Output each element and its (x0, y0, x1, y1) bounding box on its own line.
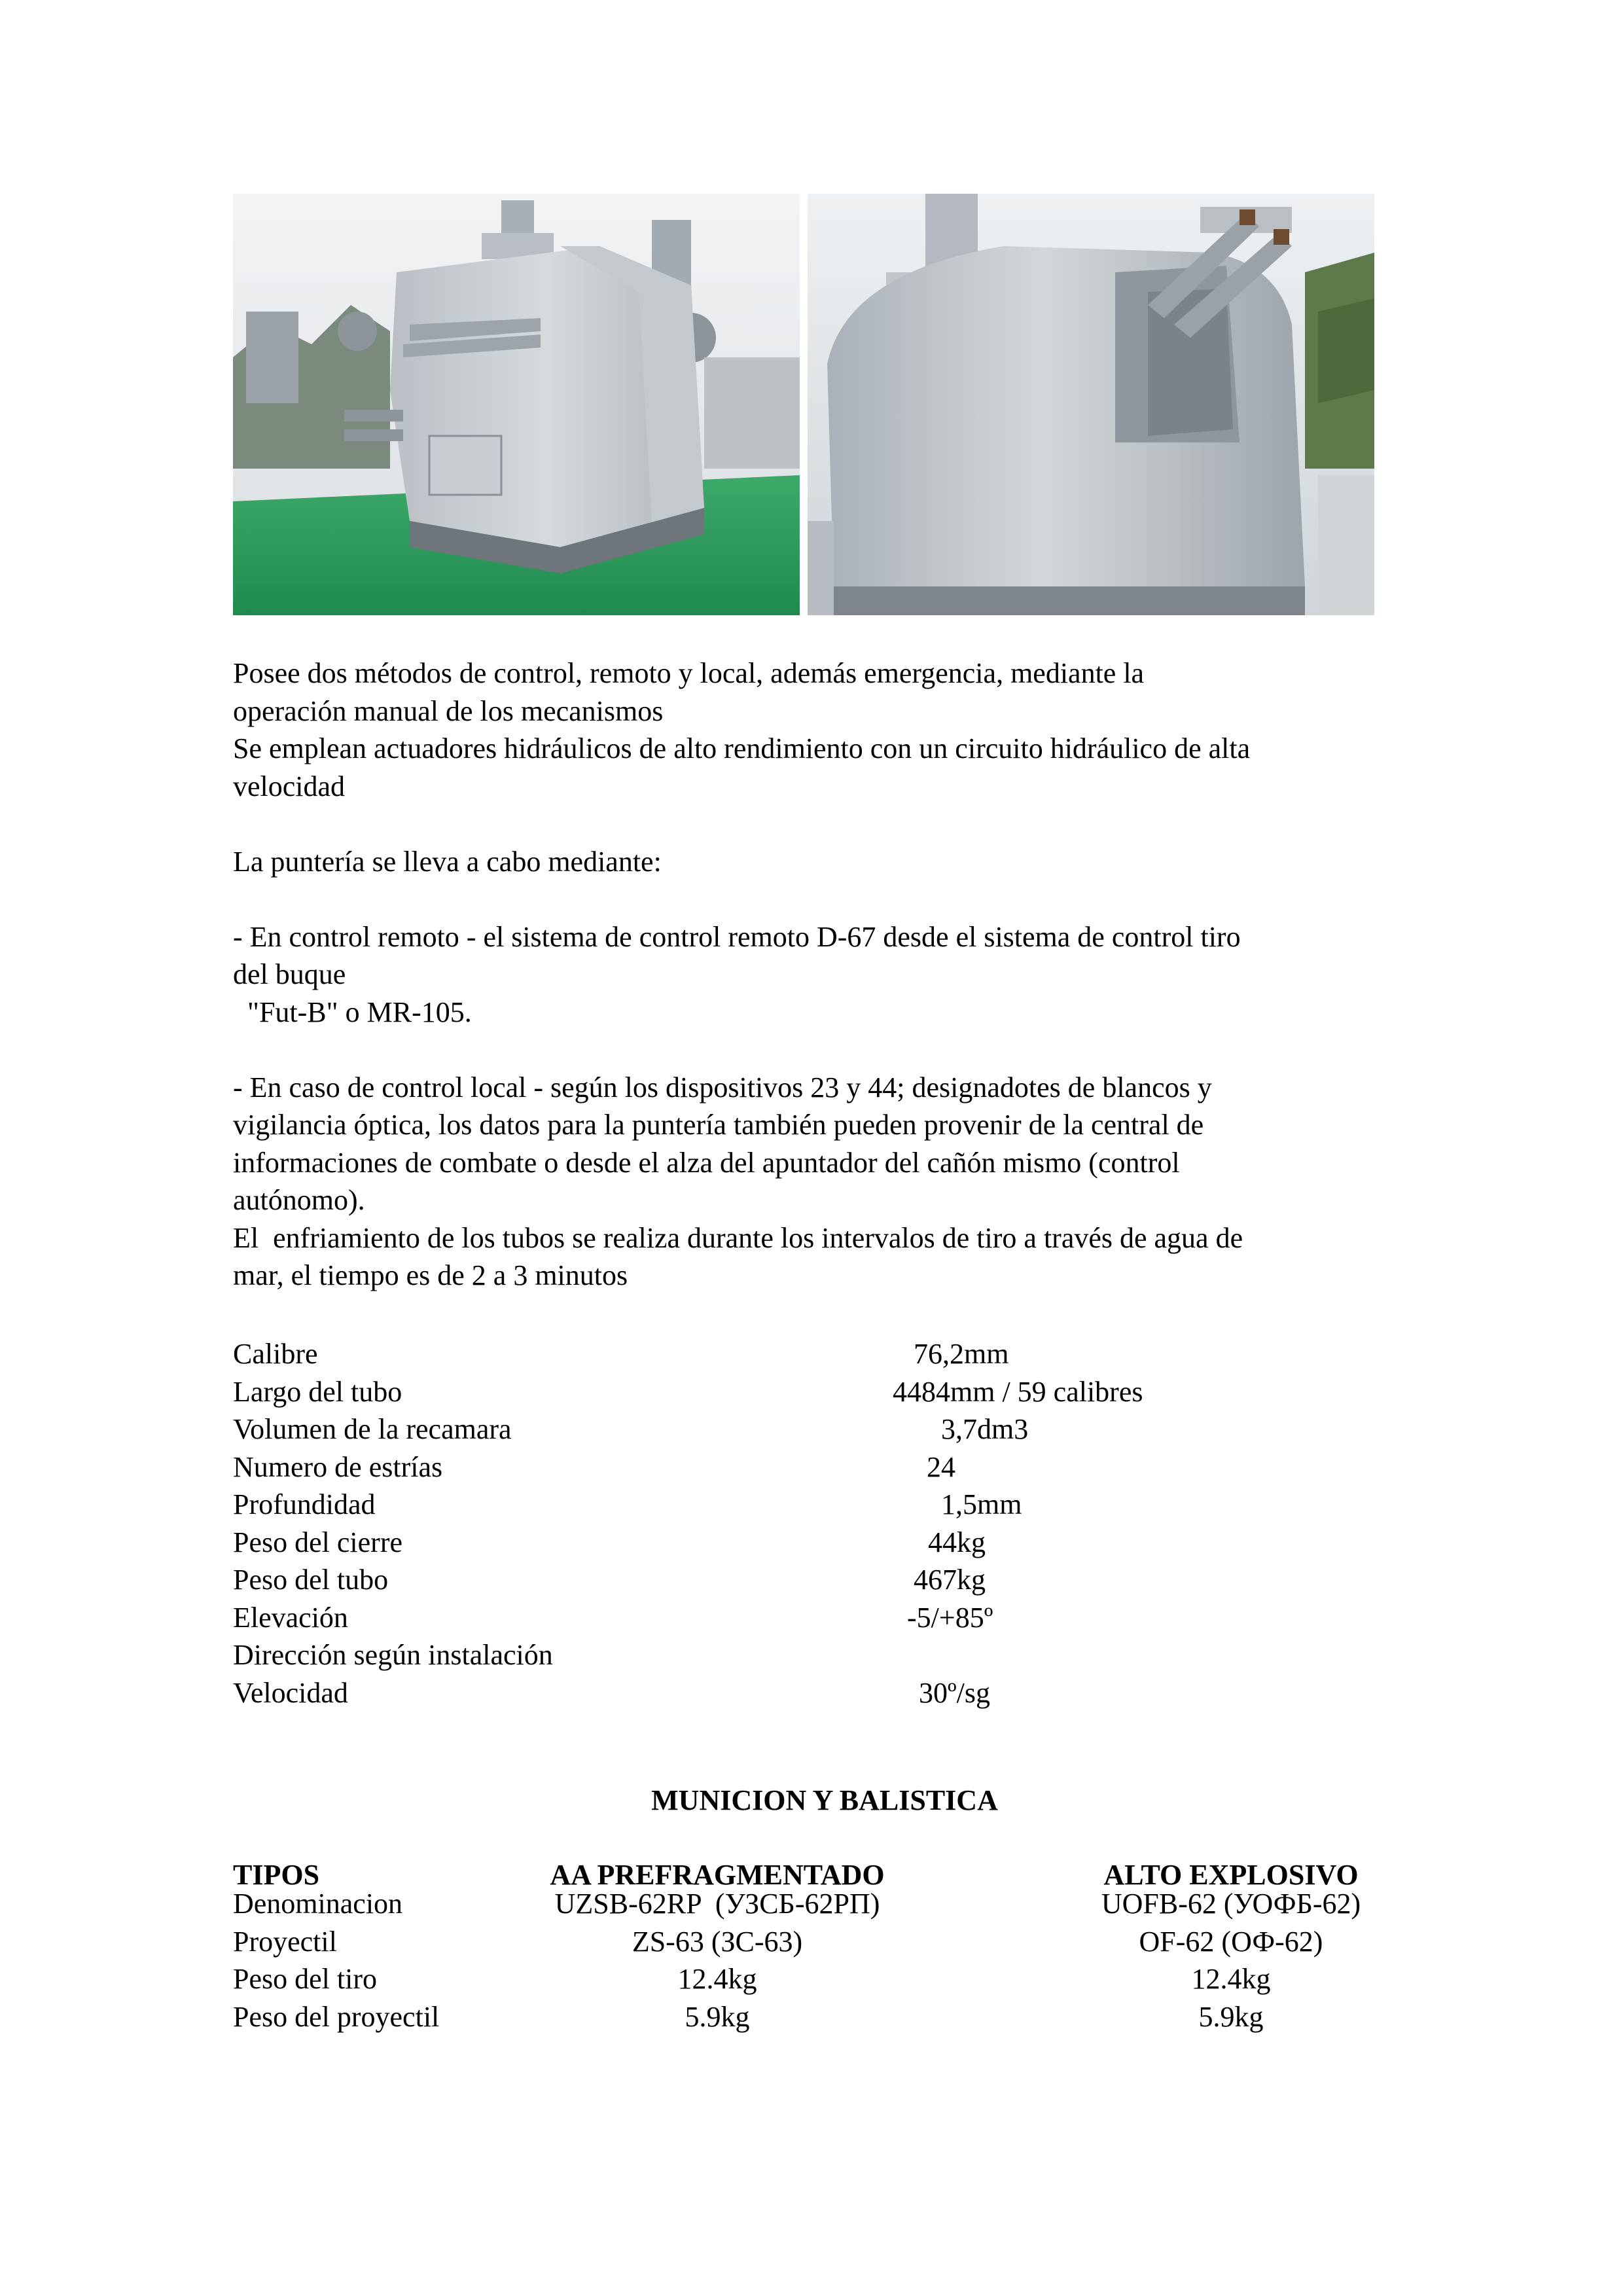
ammo-cell: Peso del proyectil (233, 2000, 440, 2033)
naval-gun-turret-photo-icon (233, 194, 800, 615)
spec-value: 3,7dm3 (941, 1413, 1029, 1445)
spec-label: Peso del tubo (233, 1564, 389, 1596)
paragraph-line: autónomo). (233, 1184, 365, 1216)
spec-row-peso-cierre (233, 1524, 1404, 1562)
spec-label: Elevación (233, 1601, 348, 1634)
paragraph-line: Se emplean actuadores hidráulicos de alto rendimiento con un circuito hidráulico de alta (233, 732, 1251, 764)
paragraph-line: informaciones de combate o desde el alza del apuntador del cañón mismo (control (233, 1146, 1180, 1179)
ammo-header-row (233, 1859, 1404, 1891)
paragraph-gap (233, 880, 1404, 918)
spec-label: Peso del cierre (233, 1526, 402, 1558)
ammo-cell: Proyectil (233, 1925, 337, 1958)
ammo-cell: UZSB-62RP (УЗСБ-62РП) (554, 1888, 880, 1920)
ammo-cell: OF-62 (ОФ-62) (1139, 1925, 1323, 1958)
spec-label: Largo del tubo (233, 1375, 402, 1408)
ammo-row-denominacion (233, 1885, 1404, 1923)
ammo-cell: 5.9kg (1198, 2000, 1264, 2033)
ammo-table (233, 1859, 1404, 2036)
photo-gun-turret-deck (233, 194, 800, 615)
spec-value: -5/+85º (907, 1601, 993, 1634)
ammo-cell: 5.9kg (685, 2000, 750, 2033)
paragraph-gap (233, 805, 1404, 843)
ammo-row-proyectil (233, 1923, 1404, 1961)
spec-label: Velocidad (233, 1676, 348, 1709)
naval-gun-turret-photo-icon (808, 194, 1374, 615)
spec-row-velocidad (233, 1674, 1404, 1712)
ammo-cell: Denominacion (233, 1888, 403, 1920)
ammo-cell: 12.4kg (677, 1963, 757, 1995)
ammo-row-peso-proyectil (233, 1998, 1404, 2036)
ammo-header-cell: ALTO EXPLOSIVO (1103, 1859, 1359, 1891)
spec-label: Numero de estrías (233, 1450, 443, 1483)
spec-label: Profundidad (233, 1488, 376, 1520)
paragraph-line: - En caso de control local - según los dispositivos 23 y 44; designadotes de blancos y (233, 1071, 1212, 1103)
ammo-header-cell: AA PREFRAGMENTADO (550, 1859, 885, 1891)
spec-row-elevacion (233, 1599, 1404, 1637)
spec-value: 30º/sg (919, 1676, 990, 1709)
paragraph-line: Posee dos métodos de control, remoto y local, además emergencia, mediante la (233, 657, 1145, 689)
ammo-row-peso-tiro (233, 1960, 1404, 1998)
ammo-cell: UOFB-62 (УОФБ-62) (1101, 1888, 1361, 1920)
spec-value: 467kg (914, 1564, 986, 1596)
ammo-cell: ZS-63 (ЗС-63) (632, 1925, 803, 1958)
section-title-municion: MUNICION Y BALISTICA (651, 1784, 998, 1816)
paragraph-line: operación manual de los mecanismos (233, 694, 664, 727)
ammo-header-cell: TIPOS (233, 1859, 320, 1891)
spec-row-direccion (233, 1636, 1404, 1674)
description-text (233, 655, 1404, 1295)
ammo-cell: 12.4kg (1191, 1963, 1271, 1995)
spec-value: 44kg (928, 1526, 986, 1558)
spec-value: 76,2mm (914, 1338, 1009, 1370)
spec-label: Dirección según instalación (233, 1639, 553, 1671)
spec-label: Calibre (233, 1338, 318, 1370)
spec-row-peso-tubo (233, 1561, 1404, 1599)
paragraph-line: La puntería se lleva a cabo mediante: (233, 845, 662, 878)
spec-row-largo-tubo (233, 1373, 1404, 1411)
spec-label: Volumen de la recamara (233, 1413, 512, 1445)
spec-row-estrias (233, 1448, 1404, 1486)
spec-value: 1,5mm (941, 1488, 1022, 1520)
spec-value: 4484mm / 59 calibres (893, 1375, 1143, 1408)
paragraph-line: mar, el tiempo es de 2 a 3 minutos (233, 1259, 628, 1291)
paragraph-line: vigilancia óptica, los datos para la puntería también pueden provenir de la central de (233, 1109, 1204, 1141)
paragraph-line: del buque (233, 958, 346, 990)
paragraph-gap (233, 1031, 1404, 1069)
spec-row-volumen (233, 1410, 1404, 1448)
ammo-cell: Peso del tiro (233, 1963, 377, 1995)
paragraph-line: - En control remoto - el sistema de control remoto D-67 desde el sistema de control tiro (233, 920, 1241, 953)
spec-row-profundidad (233, 1486, 1404, 1524)
spec-list (233, 1335, 1404, 1712)
spec-row-calibre (233, 1335, 1404, 1373)
paragraph-line: velocidad (233, 770, 346, 802)
paragraph-line: El enfriamiento de los tubos se realiza durante los intervalos de tiro a través de agua de (233, 1221, 1243, 1254)
spec-value: 24 (927, 1450, 955, 1483)
photo-gun-turret-elevated (808, 194, 1374, 615)
paragraph-line: "Fut-B" o MR-105. (233, 996, 472, 1028)
